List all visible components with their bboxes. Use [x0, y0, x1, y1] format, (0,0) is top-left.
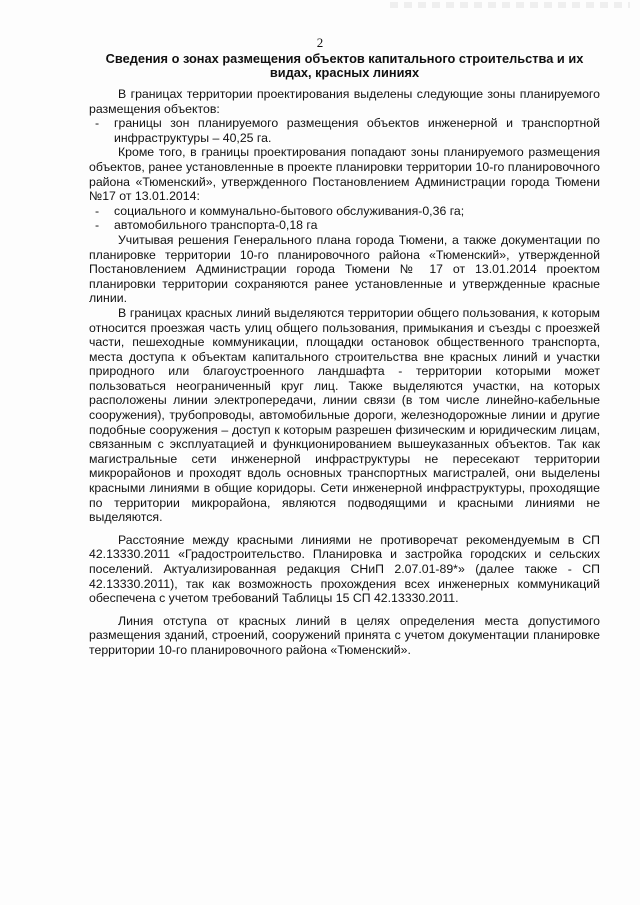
paragraph: В границах красных линий выделяются территории общего пользования, к которым относится проезжая часть улиц общего пользования, примыкания и съезды с проезжей части, пешеходные коммуникации, площадки остановок общественного транспорта, места доступа к объектам капитального строительства вне красных линий и участки природного или благоустроенного ландшафта - территории которыми может пользоваться неограниченный круг лиц. Также выделяются участки, на которых расположены линии электропередачи, линии связи (в том числе линейно-кабельные сооружения), трубопроводы, автомобильные дороги, железнодорожные линии и другие подобные сооружения – доступ к которым разрешен физическим и юридическим лицам, связанным с эксплуатацией и функционированием вышеуказанных объектов. Так как магистральные сети инженерной инфраструктуры не пересекают территории микрорайонов и проходят вдоль основных транспортных магистралей, они выделены красными линиями в общие коридоры. Сети инженерной инфраструктуры, проходящие по территории микрорайона, являются подводящими и красными линиями не выделяются.	[89, 305, 600, 525]
bullet-dash: -	[95, 203, 100, 218]
paragraph: Учитывая решения Генерального плана города Тюмени, а также документации по планировке территории 10-го планировочного района «Тюменский», утвержденной Постановлением Администрации города Тюмени № 17 от 13.01.2014 проектом планировки территории сохраняются ранее установленные и утвержденные красные линии.	[89, 232, 600, 306]
list-item	[89, 116, 600, 145]
bullet-dash: -	[95, 218, 100, 233]
list-item	[89, 218, 600, 233]
paragraph: Расстояние между красными линиями не противоречат рекомендуемым в СП 42.13330.2011 «Градостроительство. Планировка и застройка городских и сельских поселений. Актуализированная редакция СНиП 2.07.01-89*» (далее также - СП 42.13330.2011), так как возможность прохождения всех инженерных коммуникаций обеспечена с учетом требований Таблицы 15 СП 42.13330.2011.	[89, 532, 600, 606]
paragraph: Линия отступа от красных линий в целях определения места допустимого размещения зданий, строений, сооружений принята с учетом документации планировке территории 10-го планировочного района «Тюменский».	[89, 613, 600, 657]
list-item-text: автомобильного транспорта-0,18 га	[114, 218, 318, 233]
list-item-text: социального и коммунально-бытового обслуживания-0,36 га;	[114, 203, 465, 218]
scan-artifact	[390, 2, 630, 8]
section-heading: Сведения о зонах размещения объектов капитального строительства и их видах, красных линиях	[105, 51, 584, 80]
list-item-text: границы зон планируемого размещения объектов инженерной и транспортной инфраструктуры – 40,25 га.	[114, 116, 600, 145]
list-item	[89, 204, 600, 219]
paragraph: В границах территории проектирования выделены следующие зоны планируемого размещения объектов:	[89, 87, 600, 116]
page-number: 2	[316, 35, 324, 50]
paragraph: Кроме того, в границы проектирования попадают зоны планируемого размещения объектов, ранее установленные в проекте планировки территории 10-го планировочного района «Тюменский», утвержденного Постановлением Администрации города Тюмени №17 от 13.01.2014:	[89, 145, 600, 204]
document-body	[89, 87, 600, 658]
bullet-dash: -	[95, 116, 100, 131]
